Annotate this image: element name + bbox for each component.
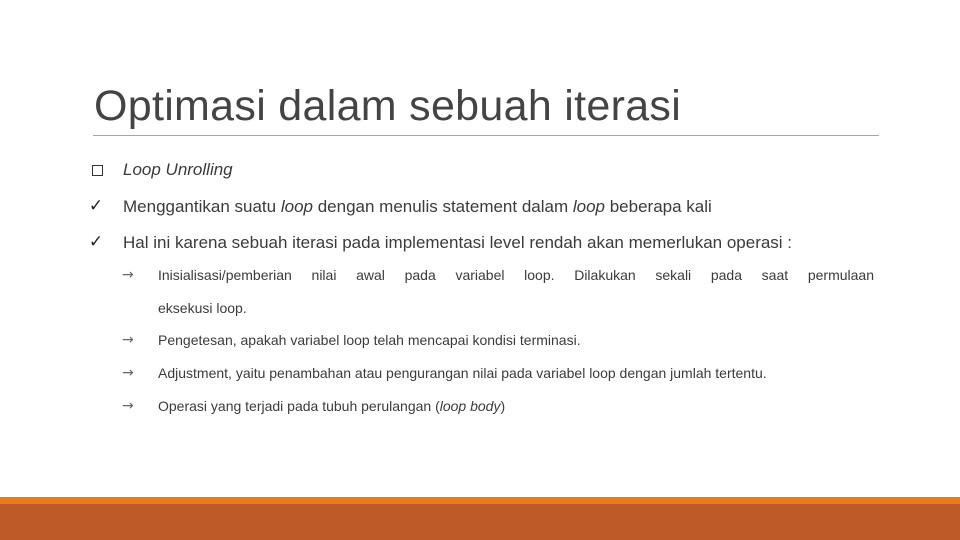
heading-label: Loop Unrolling	[123, 160, 233, 179]
arrow-icon: →	[122, 398, 134, 414]
sub-item-text: Inisialisasi/pemberian nilai awal pada variabel loop. Dilakukan sekali pada saat permulaan	[158, 267, 874, 283]
bullet-text: Menggantikan suatu loop dengan menulis statement dalam loop beberapa kali	[123, 197, 712, 216]
checkbox-icon	[89, 162, 105, 178]
checkmark-icon: ✓	[88, 195, 104, 216]
sub-item-text-continuation: eksekusi loop.	[158, 300, 247, 316]
sub-item-text: Pengetesan, apakah variabel loop telah mencapai kondisi terminasi.	[158, 332, 581, 348]
arrow-icon: →	[122, 365, 134, 381]
arrow-icon: →	[122, 267, 134, 283]
title-underline	[93, 135, 879, 136]
footer-accent-bar	[0, 497, 960, 504]
slide-title: Optimasi dalam sebuah iterasi	[94, 82, 682, 130]
bullet-text: Hal ini karena sebuah iterasi pada implementasi level rendah akan memerlukan operasi :	[123, 233, 793, 252]
arrow-icon: →	[122, 332, 134, 348]
footer-bar	[0, 504, 960, 540]
sub-item-text: Operasi yang terjadi pada tubuh perulangan (loop body)	[158, 398, 506, 414]
checkmark-icon: ✓	[88, 231, 104, 252]
sub-item-text: Adjustment, yaitu penambahan atau pengurangan nilai pada variabel loop dengan jumlah tertentu.	[158, 365, 767, 381]
